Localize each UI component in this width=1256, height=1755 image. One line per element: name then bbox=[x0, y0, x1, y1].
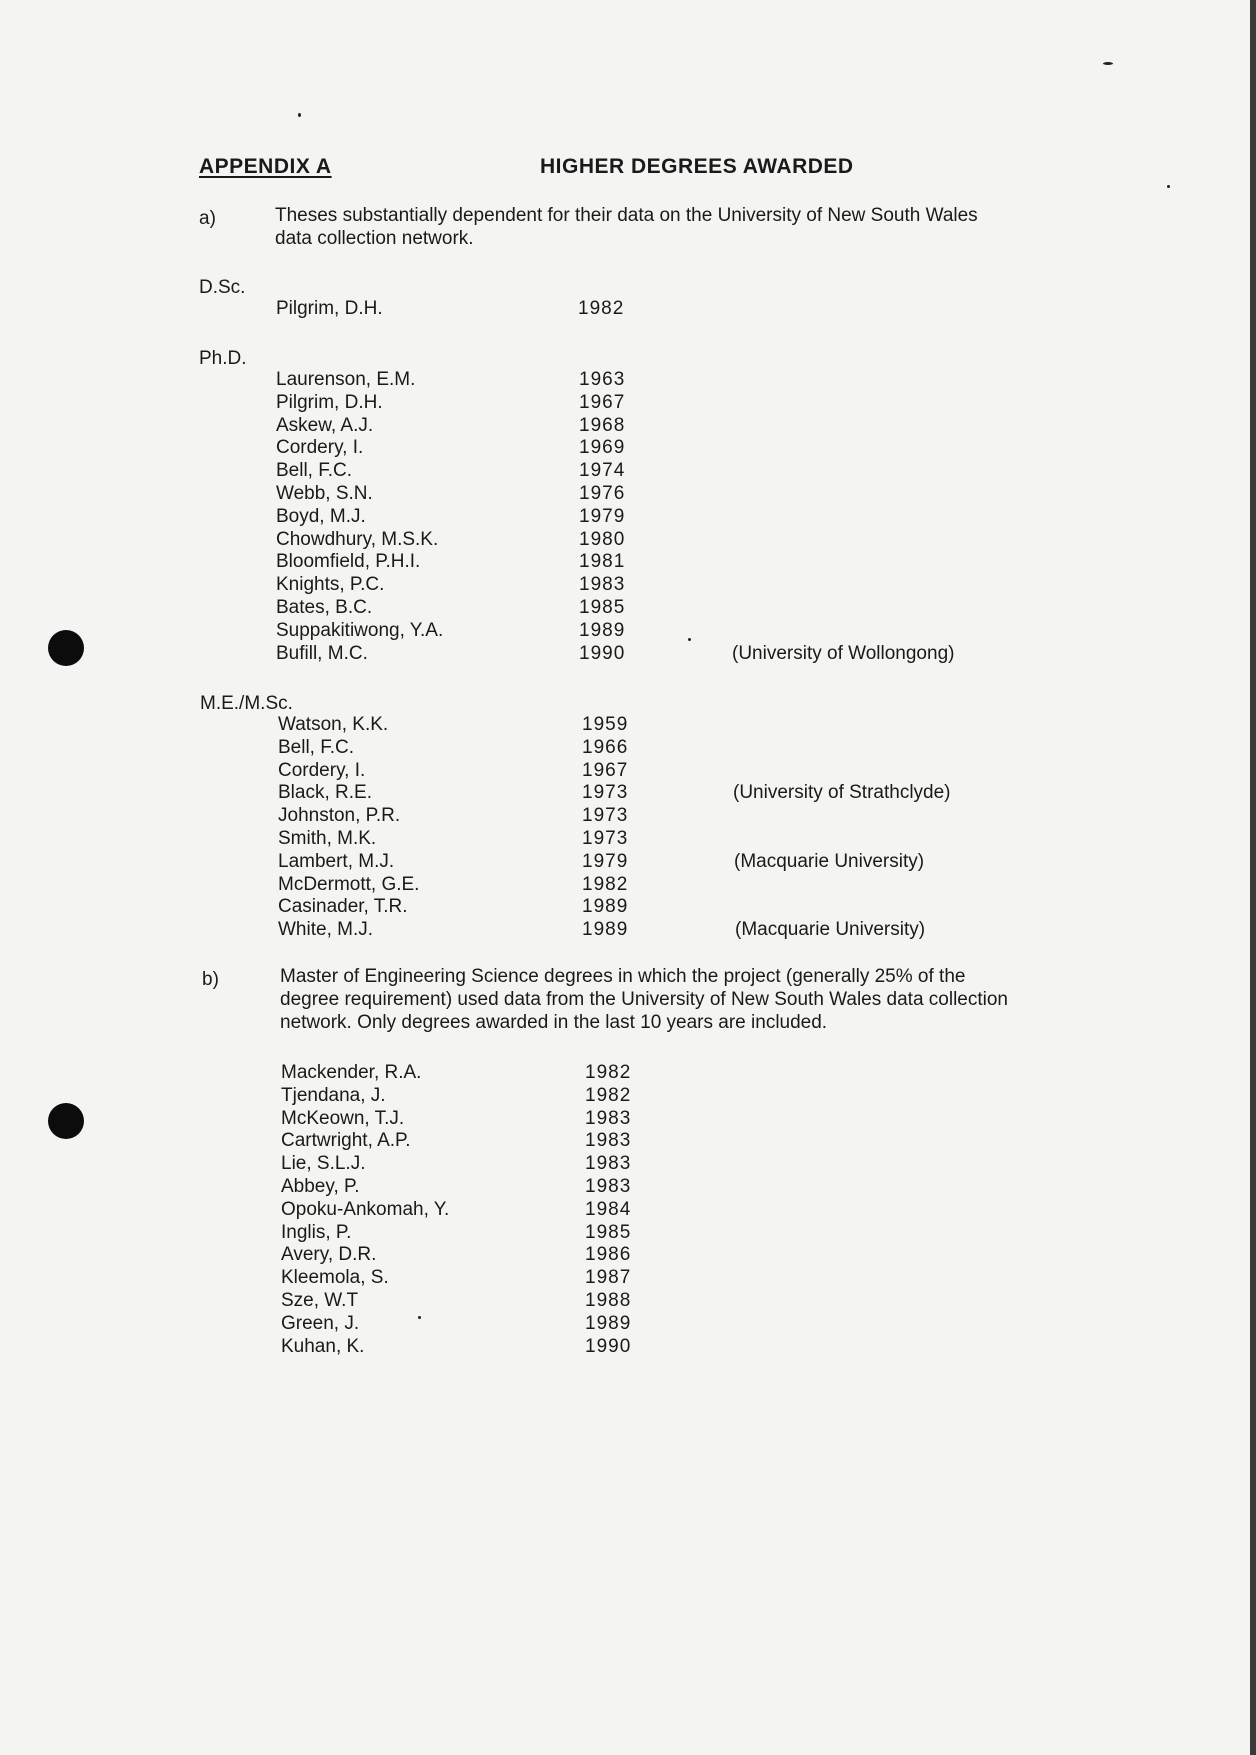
entry-year: 1990 bbox=[579, 642, 626, 664]
entry-year: 1968 bbox=[579, 414, 626, 436]
entry-year: 1976 bbox=[579, 482, 626, 504]
entry-year: 1984 bbox=[585, 1198, 632, 1220]
list-item bbox=[0, 483, 1250, 506]
list-item bbox=[0, 1290, 1250, 1313]
entry-name: Bloomfield, P.H.I. bbox=[276, 551, 421, 573]
entry-name: McDermott, G.E. bbox=[278, 873, 420, 895]
entry-year: 1989 bbox=[579, 619, 626, 641]
page-title: HIGHER DEGREES AWARDED bbox=[540, 155, 854, 178]
entry-year: 1974 bbox=[579, 460, 626, 482]
list-item bbox=[0, 896, 1250, 919]
list-item bbox=[0, 392, 1250, 415]
dsc-list bbox=[0, 298, 1250, 321]
entry-year: 1989 bbox=[585, 1312, 632, 1334]
part-a-description bbox=[275, 204, 978, 250]
text-line: degree requirement) used data from the University of New South Wales data collection bbox=[280, 989, 1008, 1010]
list-item bbox=[0, 460, 1250, 483]
section-label-memsc: M.E./M.Sc. bbox=[200, 693, 293, 714]
list-item bbox=[0, 1222, 1250, 1245]
list-item bbox=[0, 551, 1250, 574]
entry-name: Black, R.E. bbox=[278, 782, 372, 804]
entry-name: McKeown, T.J. bbox=[281, 1107, 405, 1129]
entry-year: 1979 bbox=[579, 505, 626, 527]
entry-name: Laurenson, E.M. bbox=[276, 369, 416, 390]
appendix-heading: APPENDIX A bbox=[199, 155, 332, 178]
speck bbox=[1167, 185, 1170, 188]
entry-name: Webb, S.N. bbox=[276, 482, 373, 504]
entry-name: Bufill, M.C. bbox=[276, 642, 368, 664]
entry-name: Kleemola, S. bbox=[281, 1267, 389, 1289]
list-item bbox=[0, 1153, 1250, 1176]
entry-note: (University of Strathclyde) bbox=[733, 782, 951, 804]
entry-name: Casinader, T.R. bbox=[278, 896, 408, 918]
list-item bbox=[0, 643, 1250, 666]
list-item bbox=[0, 782, 1250, 805]
entry-name: Sze, W.T bbox=[281, 1289, 359, 1311]
entry-name: Suppakitiwong, Y.A. bbox=[276, 619, 444, 641]
entry-year: 1967 bbox=[579, 391, 626, 413]
entry-name: Cartwright, A.P. bbox=[281, 1130, 411, 1152]
entry-year: 1979 bbox=[582, 850, 629, 872]
list-item bbox=[0, 1244, 1250, 1267]
text-line: network. Only degrees awarded in the last 10 years are included. bbox=[280, 1012, 828, 1033]
list-item bbox=[0, 737, 1250, 760]
mengsc-list bbox=[0, 1062, 1250, 1358]
entry-year: 1982 bbox=[585, 1062, 632, 1083]
entry-name: Kuhan, K. bbox=[281, 1335, 365, 1357]
entry-name: Mackender, R.A. bbox=[281, 1062, 422, 1083]
entry-note: (Macquarie University) bbox=[735, 919, 926, 941]
entry-name: Lie, S.L.J. bbox=[281, 1153, 366, 1175]
list-item bbox=[0, 760, 1250, 783]
item-letter-a: a) bbox=[199, 208, 216, 229]
list-item bbox=[0, 597, 1250, 620]
list-item bbox=[0, 1336, 1250, 1359]
text-line: Theses substantially dependent for their data on the University of New South Wales bbox=[275, 205, 978, 226]
entry-name: Knights, P.C. bbox=[276, 574, 385, 596]
list-item bbox=[0, 437, 1250, 460]
list-item bbox=[0, 1130, 1250, 1153]
list-item bbox=[0, 1267, 1250, 1290]
entry-name: Boyd, M.J. bbox=[276, 505, 366, 527]
entry-name: Bates, B.C. bbox=[276, 596, 373, 618]
entry-note: (University of Wollongong) bbox=[732, 642, 955, 664]
entry-name: Avery, D.R. bbox=[281, 1244, 377, 1266]
section-label-phd: Ph.D. bbox=[199, 348, 247, 369]
entry-name: Lambert, M.J. bbox=[278, 850, 395, 872]
entry-year: 1985 bbox=[585, 1221, 632, 1243]
entry-year: 1973 bbox=[582, 827, 629, 849]
entry-year: 1980 bbox=[579, 528, 626, 550]
entry-year: 1981 bbox=[579, 551, 626, 573]
text-line: data collection network. bbox=[275, 228, 474, 249]
entry-name: Bell, F.C. bbox=[276, 460, 353, 482]
list-item bbox=[0, 529, 1250, 552]
entry-name: Askew, A.J. bbox=[276, 414, 374, 436]
entry-year: 1986 bbox=[585, 1244, 632, 1266]
entry-name: Bell, F.C. bbox=[278, 736, 355, 758]
entry-year: 1983 bbox=[585, 1153, 632, 1175]
list-item bbox=[0, 805, 1250, 828]
entry-year: 1983 bbox=[585, 1130, 632, 1152]
list-item bbox=[0, 1085, 1250, 1108]
memsc-list bbox=[0, 714, 1250, 942]
list-item bbox=[0, 874, 1250, 897]
entry-year: 1982 bbox=[585, 1084, 632, 1106]
list-item bbox=[0, 506, 1250, 529]
entry-name: Tjendana, J. bbox=[281, 1084, 386, 1106]
entry-name: Pilgrim, D.H. bbox=[276, 298, 383, 319]
entry-year: 1966 bbox=[582, 736, 629, 758]
list-item bbox=[0, 1199, 1250, 1222]
entry-name: Inglis, P. bbox=[281, 1221, 352, 1243]
entry-name: Cordery, I. bbox=[276, 437, 364, 459]
entry-year: 1973 bbox=[582, 782, 629, 804]
entry-name: Pilgrim, D.H. bbox=[276, 391, 383, 413]
text-line: Master of Engineering Science degrees in which the project (generally 25% of the bbox=[280, 966, 966, 987]
entry-name: White, M.J. bbox=[278, 919, 374, 941]
entry-year: 1959 bbox=[582, 714, 629, 735]
list-item bbox=[0, 369, 1250, 392]
entry-year: 1989 bbox=[582, 919, 629, 941]
entry-name: Opoku-Ankomah, Y. bbox=[281, 1198, 450, 1220]
entry-year: 1988 bbox=[585, 1289, 632, 1311]
entry-name: Chowdhury, M.S.K. bbox=[276, 528, 439, 550]
list-item bbox=[0, 1313, 1250, 1336]
list-item bbox=[0, 415, 1250, 438]
entry-year: 1973 bbox=[582, 805, 629, 827]
entry-year: 1990 bbox=[585, 1335, 632, 1357]
entry-name: Johnston, P.R. bbox=[278, 805, 401, 827]
entry-name: Cordery, I. bbox=[278, 759, 366, 781]
entry-name: Green, J. bbox=[281, 1312, 360, 1334]
speck bbox=[298, 113, 301, 117]
entry-year: 1985 bbox=[579, 596, 626, 618]
phd-list bbox=[0, 369, 1250, 665]
entry-year: 1982 bbox=[582, 873, 629, 895]
list-item bbox=[0, 714, 1250, 737]
part-b-description bbox=[280, 965, 1008, 1034]
entry-year: 1987 bbox=[585, 1267, 632, 1289]
list-item bbox=[0, 620, 1250, 643]
entry-year: 1989 bbox=[582, 896, 629, 918]
entry-year: 1967 bbox=[582, 759, 629, 781]
list-item bbox=[0, 828, 1250, 851]
entry-name: Watson, K.K. bbox=[278, 714, 389, 735]
list-item bbox=[0, 851, 1250, 874]
list-item bbox=[0, 574, 1250, 597]
entry-note: (Macquarie University) bbox=[734, 850, 925, 872]
entry-year: 1983 bbox=[585, 1107, 632, 1129]
section-label-dsc: D.Sc. bbox=[199, 277, 246, 298]
list-item bbox=[0, 1062, 1250, 1085]
entry-year: 1983 bbox=[579, 574, 626, 596]
entry-year: 1982 bbox=[578, 298, 625, 319]
list-item bbox=[0, 1176, 1250, 1199]
list-item bbox=[0, 919, 1250, 942]
entry-name: Smith, M.K. bbox=[278, 827, 377, 849]
entry-name: Abbey, P. bbox=[281, 1175, 360, 1197]
item-letter-b: b) bbox=[202, 969, 219, 990]
entry-year: 1969 bbox=[579, 437, 626, 459]
speck bbox=[1103, 62, 1113, 65]
entry-year: 1963 bbox=[579, 369, 626, 390]
list-item bbox=[0, 1108, 1250, 1131]
list-item bbox=[0, 298, 1250, 321]
entry-year: 1983 bbox=[585, 1175, 632, 1197]
